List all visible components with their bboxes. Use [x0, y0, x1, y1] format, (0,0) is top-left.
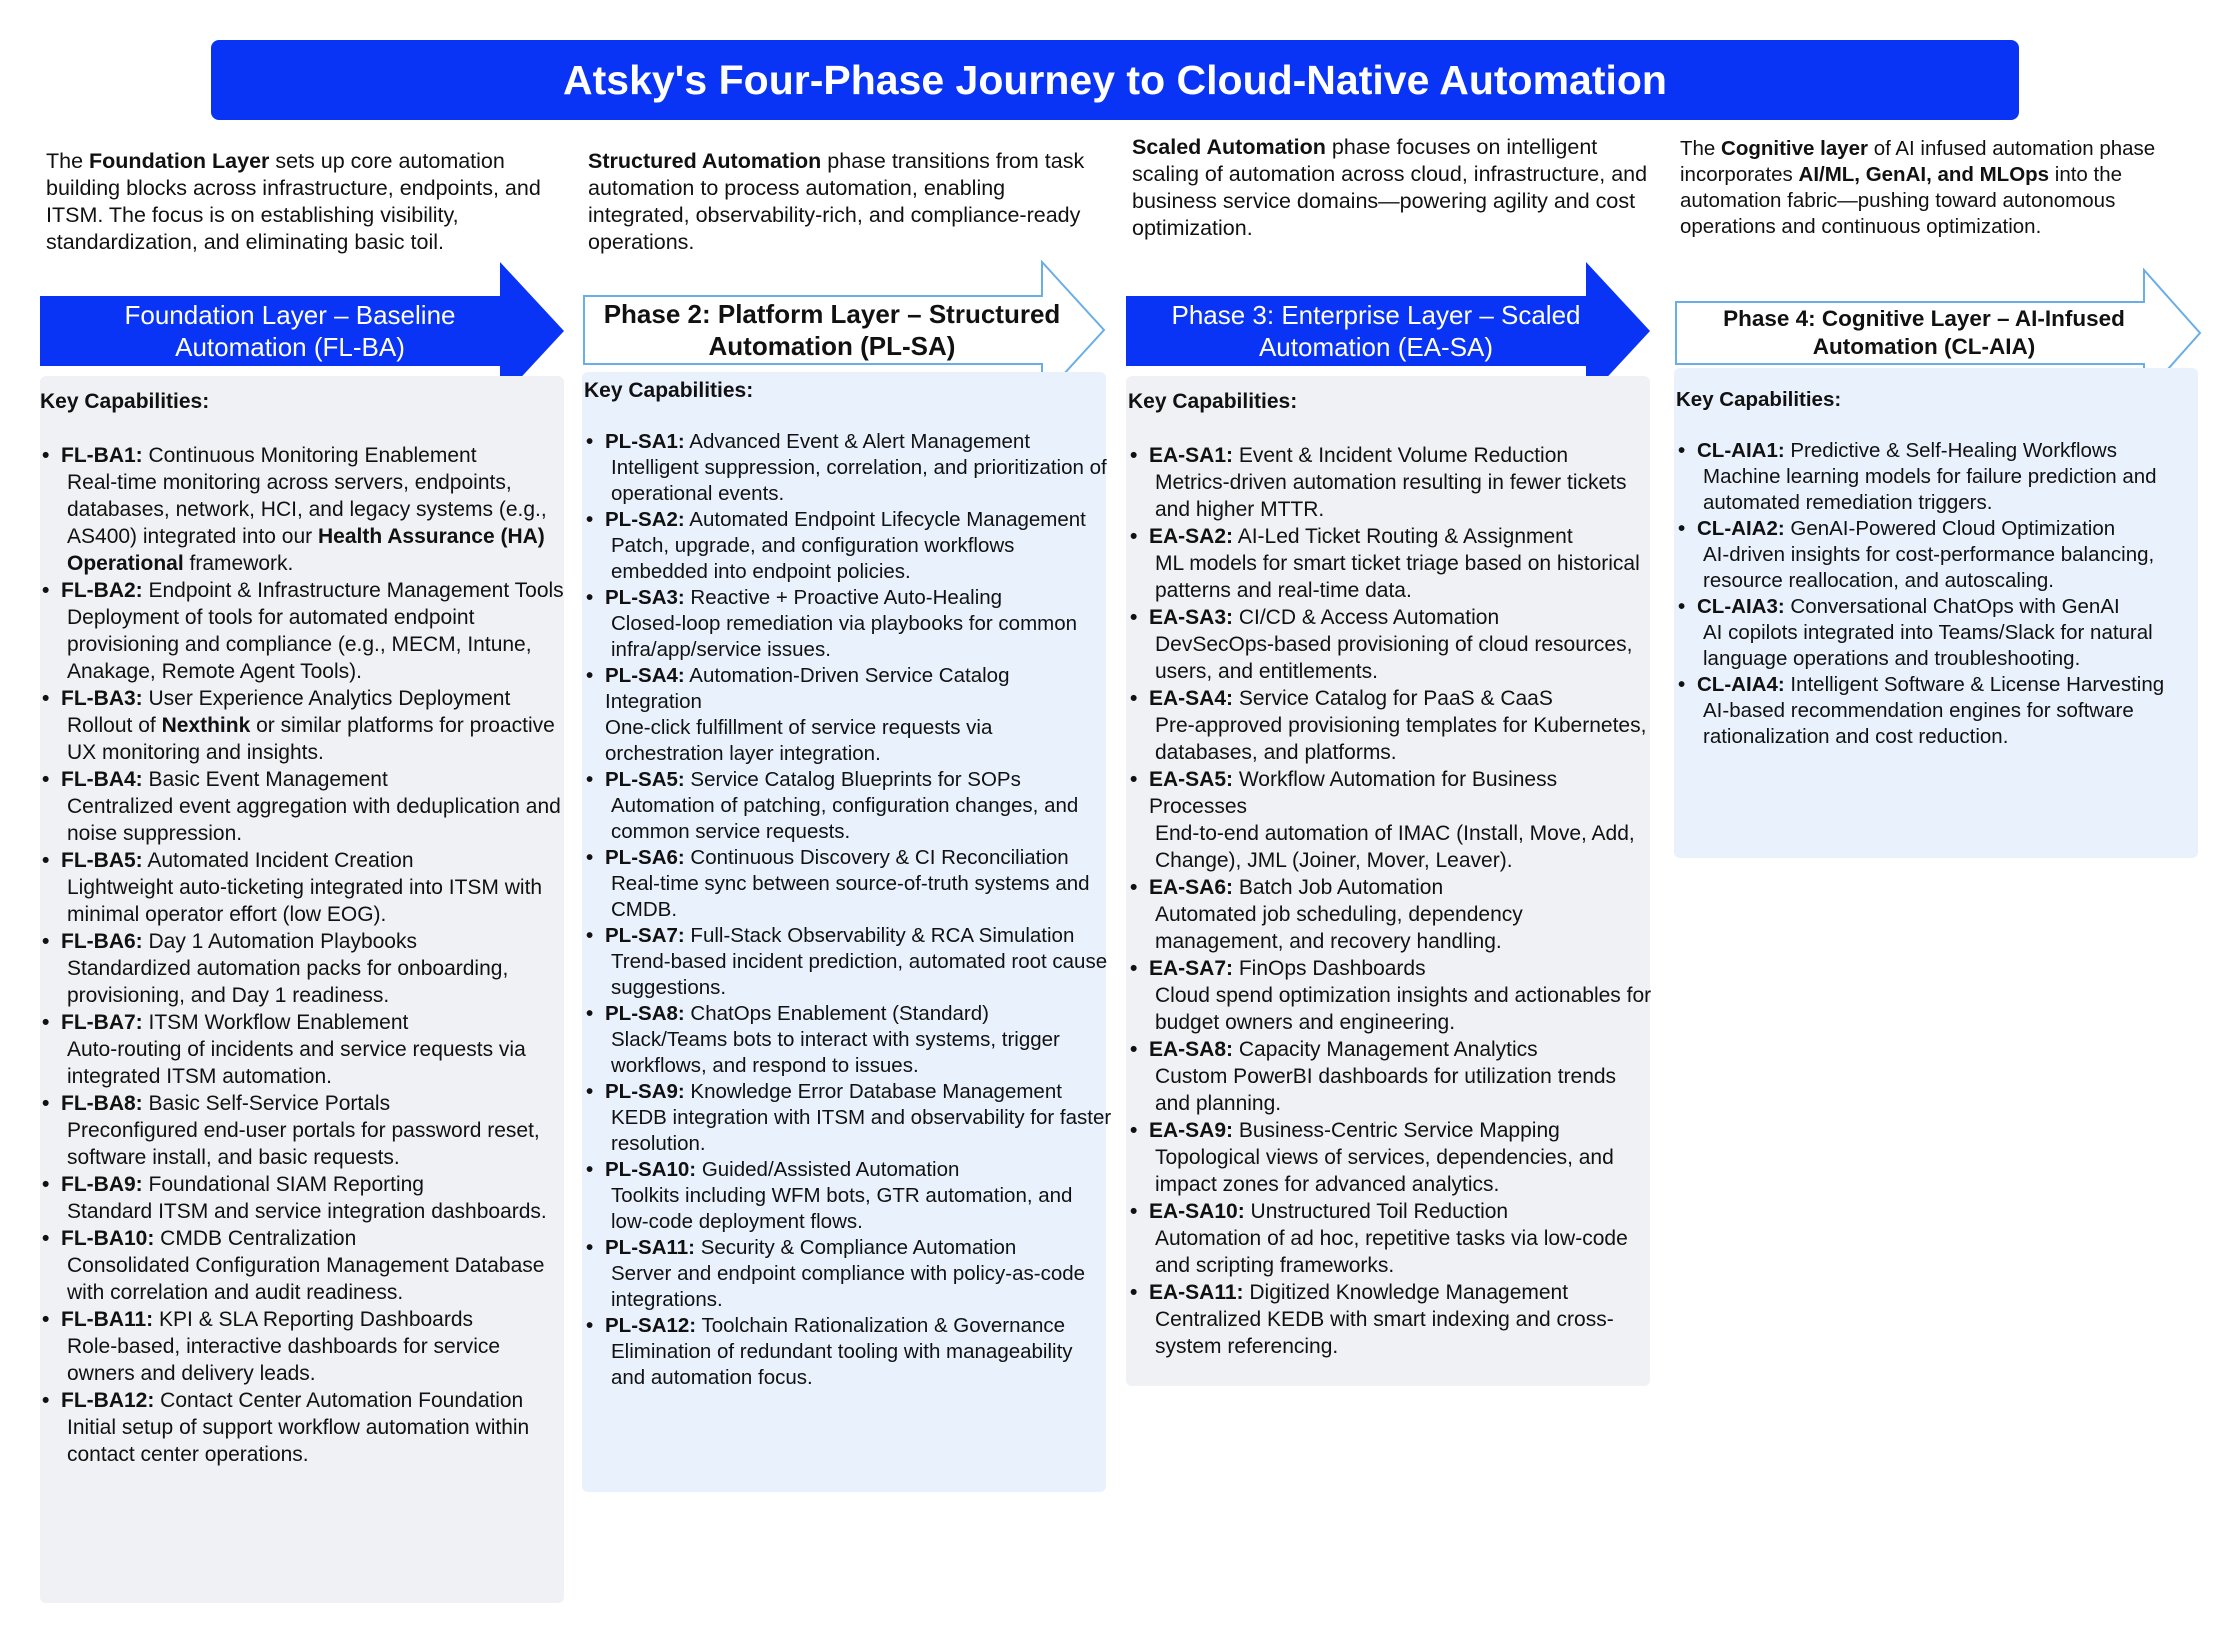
phase-1-capabilities-list — [40, 442, 568, 1468]
capability-item: • PL-SA6: Continuous Discovery & CI Reconciliation Real-time sync between source-of-truth systems and CMDB. — [584, 845, 1112, 923]
capability-item: • EA-SA9: Business-Centric Service Mapping Topological views of services, dependencies, and impact zones for advanced analytics. — [1128, 1117, 1656, 1198]
capability-item: • PL-SA12: Toolchain Rationalization & Governance Elimination of redundant tooling with manageability and automation focus. — [584, 1313, 1112, 1391]
capability-item: • FL-BA1: Continuous Monitoring Enablement Real-time monitoring across servers, endpoints, databases, network, HCI, and legacy systems (e.g., AS400) integrated into our Health Assurance (HA) Operational framework. — [40, 442, 568, 577]
capability-item: • PL-SA4: Automation-Driven Service Catalog Integration One-click fulfillment of service requests via orchestration layer integration. — [584, 663, 1112, 767]
phase-3-capabilities-list — [1128, 442, 1656, 1360]
capability-item: • FL-BA9: Foundational SIAM Reporting Standard ITSM and service integration dashboards. — [40, 1171, 568, 1225]
capability-item: • EA-SA4: Service Catalog for PaaS & CaaS Pre-approved provisioning templates for Kubernetes, databases, and platforms. — [1128, 685, 1656, 766]
capability-item: • EA-SA6: Batch Job Automation Automated job scheduling, dependency management, and recovery handling. — [1128, 874, 1656, 955]
phase-4-key-capabilities-heading: Key Capabilities: — [1676, 388, 1842, 411]
capability-item: • FL-BA2: Endpoint & Infrastructure Management Tools Deployment of tools for automated endpoint provisioning and compliance (e.g., MECM, Intune, Anakage, Remote Agent Tools). — [40, 577, 568, 685]
phase-2-intro: Structured Automation phase transitions from task automation to process automation, enabling integrated, observability-rich, and compliance-ready operations. — [588, 149, 1085, 254]
capability-item: • EA-SA11: Digitized Knowledge Management Centralized KEDB with smart indexing and cross-system referencing. — [1128, 1279, 1656, 1360]
capability-item: • FL-BA12: Contact Center Automation Foundation Initial setup of support workflow automation within contact center operations. — [40, 1387, 568, 1468]
capability-item: • EA-SA5: Workflow Automation for Business Processes End-to-end automation of IMAC (Install, Move, Add, Change), JML (Joiner, Mover, Leaver). — [1128, 766, 1656, 874]
phase-3-intro: Scaled Automation phase focuses on intelligent scaling of automation across cloud, infrastructure, and business service domains—powering agility and cost optimization. — [1132, 135, 1648, 240]
capability-item: • PL-SA9: Knowledge Error Database Management KEDB integration with ITSM and observability for faster resolution. — [584, 1079, 1112, 1157]
phase-2-arrow-label: Phase 2: Platform Layer – Structured Automation (PL-SA) — [603, 299, 1061, 361]
phase-2-key-capabilities-heading: Key Capabilities: — [584, 379, 754, 402]
capability-item: • FL-BA7: ITSM Workflow Enablement Auto-routing of incidents and service requests via integrated ITSM automation. — [40, 1009, 568, 1090]
capability-item: • FL-BA4: Basic Event Management Centralized event aggregation with deduplication and noise suppression. — [40, 766, 568, 847]
phase-2-capabilities-list — [584, 429, 1112, 1391]
capability-item: • CL-AIA4: Intelligent Software & License Harvesting AI-based recommendation engines for software rationalization and cost reduction. — [1676, 672, 2202, 750]
capability-item: • EA-SA8: Capacity Management Analytics Custom PowerBI dashboards for utilization trends and planning. — [1128, 1036, 1656, 1117]
capability-item: • FL-BA8: Basic Self-Service Portals Preconfigured end-user portals for password reset, software install, and basic requests. — [40, 1090, 568, 1171]
capability-item: • EA-SA10: Unstructured Toil Reduction Automation of ad hoc, repetitive tasks via low-code and scripting frameworks. — [1128, 1198, 1656, 1279]
capability-item: • FL-BA6: Day 1 Automation Playbooks Standardized automation packs for onboarding, provisioning, and Day 1 readiness. — [40, 928, 568, 1009]
capability-item: • FL-BA3: User Experience Analytics Deployment Rollout of Nexthink or similar platforms for proactive UX monitoring and insights. — [40, 685, 568, 766]
capability-item: • FL-BA10: CMDB Centralization Consolidated Configuration Management Database with correlation and audit readiness. — [40, 1225, 568, 1306]
phase-3-key-capabilities-heading: Key Capabilities: — [1128, 390, 1298, 413]
phase-4-arrow-label: Phase 4: Cognitive Layer – AI-Infused Automation (CL-AIA) — [1723, 306, 2125, 359]
capability-item: • PL-SA10: Guided/Assisted Automation Toolkits including WFM bots, GTR automation, and low-code deployment flows. — [584, 1157, 1112, 1235]
phase-4-intro: The Cognitive layer of AI infused automation phase incorporates AI/ML, GenAI, and MLOps into the automation fabric—pushing toward autonomous operations and continuous optimization. — [1680, 137, 2156, 238]
capability-item: • PL-SA11: Security & Compliance Automation Server and endpoint compliance with policy-as-code integrations. — [584, 1235, 1112, 1313]
page-title: Atsky's Four-Phase Journey to Cloud-Native Automation — [563, 56, 1667, 103]
phase-3-arrow-label: Phase 3: Enterprise Layer – Scaled Automation (EA-SA) — [1171, 300, 1581, 362]
capability-item: • PL-SA2: Automated Endpoint Lifecycle Management Patch, upgrade, and configuration workflows embedded into endpoint policies. — [584, 507, 1112, 585]
capability-item: • EA-SA3: CI/CD & Access Automation DevSecOps-based provisioning of cloud resources, users, and entitlements. — [1128, 604, 1656, 685]
capability-item: • FL-BA5: Automated Incident Creation Lightweight auto-ticketing integrated into ITSM with minimal operator effort (low EOG). — [40, 847, 568, 928]
page-title-banner — [211, 40, 2019, 120]
capability-item: • PL-SA5: Service Catalog Blueprints for SOPs Automation of patching, configuration changes, and common service requests. — [584, 767, 1112, 845]
capability-item: • CL-AIA2: GenAI-Powered Cloud Optimization AI-driven insights for cost-performance balancing, resource reallocation, and autoscaling. — [1676, 516, 2202, 594]
phase-1-intro: The Foundation Layer sets up core automation building blocks across infrastructure, endpoints, and ITSM. The focus is on establishing visibility, standardization, and eliminating basic toil. — [46, 149, 541, 254]
capability-item: • PL-SA8: ChatOps Enablement (Standard) Slack/Teams bots to interact with systems, trigger workflows, and respond to issues. — [584, 1001, 1112, 1079]
capability-item: • FL-BA11: KPI & SLA Reporting Dashboards Role-based, interactive dashboards for service owners and delivery leads. — [40, 1306, 568, 1387]
capability-item: • EA-SA7: FinOps Dashboards Cloud spend optimization insights and actionables for budget owners and engineering. — [1128, 955, 1656, 1036]
capability-item: • EA-SA1: Event & Incident Volume Reduction Metrics-driven automation resulting in fewer tickets and higher MTTR. — [1128, 442, 1656, 523]
capability-item: • PL-SA7: Full-Stack Observability & RCA Simulation Trend-based incident prediction, automated root cause suggestions. — [584, 923, 1112, 1001]
phase-1-key-capabilities-heading: Key Capabilities: — [40, 390, 210, 413]
capability-item: • CL-AIA3: Conversational ChatOps with GenAI AI copilots integrated into Teams/Slack for natural language operations and troubleshooting. — [1676, 594, 2202, 672]
capability-item: • EA-SA2: AI-Led Ticket Routing & Assignment ML models for smart ticket triage based on historical patterns and real-time data. — [1128, 523, 1656, 604]
phase-1-arrow-label: Foundation Layer – Baseline Automation (FL-BA) — [124, 300, 456, 362]
capability-item: • PL-SA3: Reactive + Proactive Auto-Healing Closed-loop remediation via playbooks for common infra/app/service issues. — [584, 585, 1112, 663]
phase-4-capabilities-list — [1676, 438, 2202, 750]
capability-item: • PL-SA1: Advanced Event & Alert Management Intelligent suppression, correlation, and prioritization of operational events. — [584, 429, 1112, 507]
capability-item: • CL-AIA1: Predictive & Self-Healing Workflows Machine learning models for failure prediction and automated remediation triggers. — [1676, 438, 2202, 516]
